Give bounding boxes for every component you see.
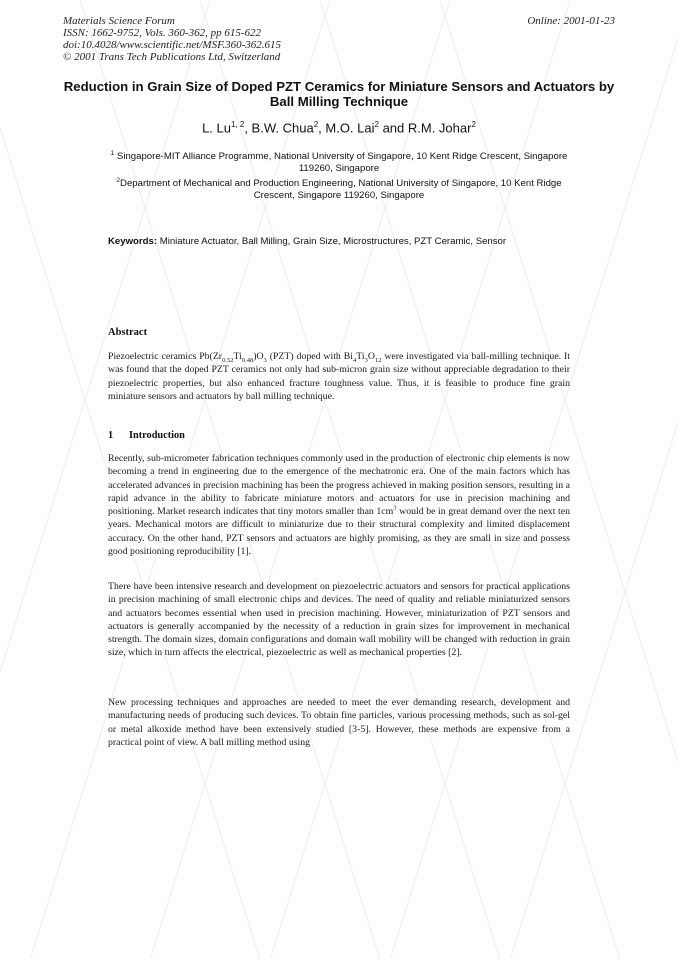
author-affiliation-mark: 2 (313, 120, 319, 129)
subscript: 4 (353, 356, 357, 364)
subscript: 0.52 (222, 356, 234, 364)
abstract-text: Ti (356, 351, 365, 362)
copyright-line: © 2001 Trans Tech Publications Ltd, Switzerland (63, 51, 281, 63)
abstract-text: were investigated via ball-milling technique. It was found that the doped PZT ceramics not only had sub-micron grain size without appreciable degradation to their piezoelectric properties, but also enhanced fracture toughness value. Thus, it is feasible to produce fine grain miniature sensors and actuators by ball milling technique. (108, 351, 571, 402)
author-affiliation-mark: 2 (374, 120, 379, 129)
publication-header (63, 15, 281, 63)
subscript: 3 (364, 356, 368, 364)
subscript: 0.48 (241, 356, 254, 364)
paper-title: Reduction in Grain Size of Doped PZT Ceramics for Miniature Sensors and Actuators by Ball Milling Technique (63, 79, 615, 109)
author-affiliation-mark: 1, 2 (230, 120, 245, 129)
doi-link[interactable]: doi:10.4028/www.scientific.net/MSF.360-362.615 (63, 39, 282, 51)
abstract-heading: Abstract (108, 327, 148, 338)
intro-paragraph-1 (108, 452, 570, 558)
affiliation-2 (100, 175, 578, 202)
author-name: , M.O. Lai (318, 120, 375, 136)
intro-paragraph-3: New processing techniques and approaches are needed to meet the ever demanding research, development and manufacturing needs of producing such devices. To obtain fine particles, various processing methods, such as sol-gel or metal alkoxide method have been extensively studied [3-5]. However, these methods are expensive from a practical point of view. A ball milling method using (108, 697, 570, 748)
affiliation-mark: 1 (110, 150, 115, 157)
keywords-label: Keywords: (108, 236, 158, 247)
abstract-text: Ti (233, 351, 242, 362)
section-title: Introduction (129, 430, 185, 441)
online-date: Online: 2001-01-23 (527, 15, 615, 27)
affiliation-1 (100, 148, 578, 175)
subscript: 3 (263, 356, 267, 364)
author-name: and R.M. Johar (378, 120, 472, 136)
issn-line: ISSN: 1662-9752, Vols. 360-362, pp 615-622 (63, 27, 261, 39)
keywords-text: Miniature Actuator, Ball Milling, Grain Size, Microstructures, PZT Ceramic, Sensor (157, 236, 507, 247)
journal-name: Materials Science Forum (63, 15, 175, 27)
affiliation-text: Department of Mechanical and Production Engineering, National University of Singapore, 10 Kent Ridge Crescent, Singapore 119260, Singapore (120, 178, 562, 202)
affiliation-text: Singapore-MIT Alliance Programme, National University of Singapore, 10 Kent Ridge Crescent, Singapore 119260, Singapore (116, 151, 568, 175)
superscript: 3 (393, 504, 397, 512)
keywords (108, 236, 608, 247)
abstract-paragraph (108, 350, 570, 403)
author-name: , B.W. Chua (244, 120, 314, 136)
affiliation-mark: 2 (116, 177, 121, 184)
abstract-text: (PZT) doped with Bi (266, 351, 353, 362)
section-number: 1 (108, 430, 114, 441)
abstract-text: Piezoelectric ceramics Pb(Zr (108, 351, 223, 362)
section-heading-introduction (108, 430, 185, 441)
subscript: 12 (374, 356, 382, 364)
author-list (60, 120, 618, 135)
author-name: L. Lu (202, 120, 231, 136)
abstract-text: )O (253, 351, 264, 362)
paragraph-text: would be in great demand over the next ten years. Mechanical motors are difficult to miniaturize due to their structural complexity and limited displacement accuracy. On the other hand, PZT sensors and actuators are highly promising, as they are small in size and possess good positioning reproducibility [1]. (108, 506, 570, 558)
author-affiliation-mark: 2 (471, 120, 476, 129)
abstract-text: O (367, 351, 375, 362)
intro-paragraph-2: There have been intensive research and development on piezoelectric actuators and sensors for practical applications in precision machining of small electronic chips and devices. The need of quality and reliable miniaturized sensors and actuators becomes essential when used in precision machining. However, miniaturization of PZT sensors and actuators is generally accompanied by the necessity of a reduction in grain sizes for improvement in mechanical strength. The domain sizes, domain configurations and domain wall mobility will be changed with reduction in grain size, which in turn affects the electrical, piezoelectric as well as mechanical properties [2]. (108, 581, 570, 659)
paragraph-text: Recently, sub-micrometer fabrication techniques commonly used in the production of electronic chip elements is now becoming a trend in engineering due to the emergence of the mechatronic era. One of the main factors which has accelerated advances in precision machining has been the progress achieved in making position sensors, resulting in a rapid advance in the ability to fabricate miniature motors and actuators for use in precision machining and positioning. Market research indicates that tiny motors smaller than 1cm (108, 453, 570, 518)
